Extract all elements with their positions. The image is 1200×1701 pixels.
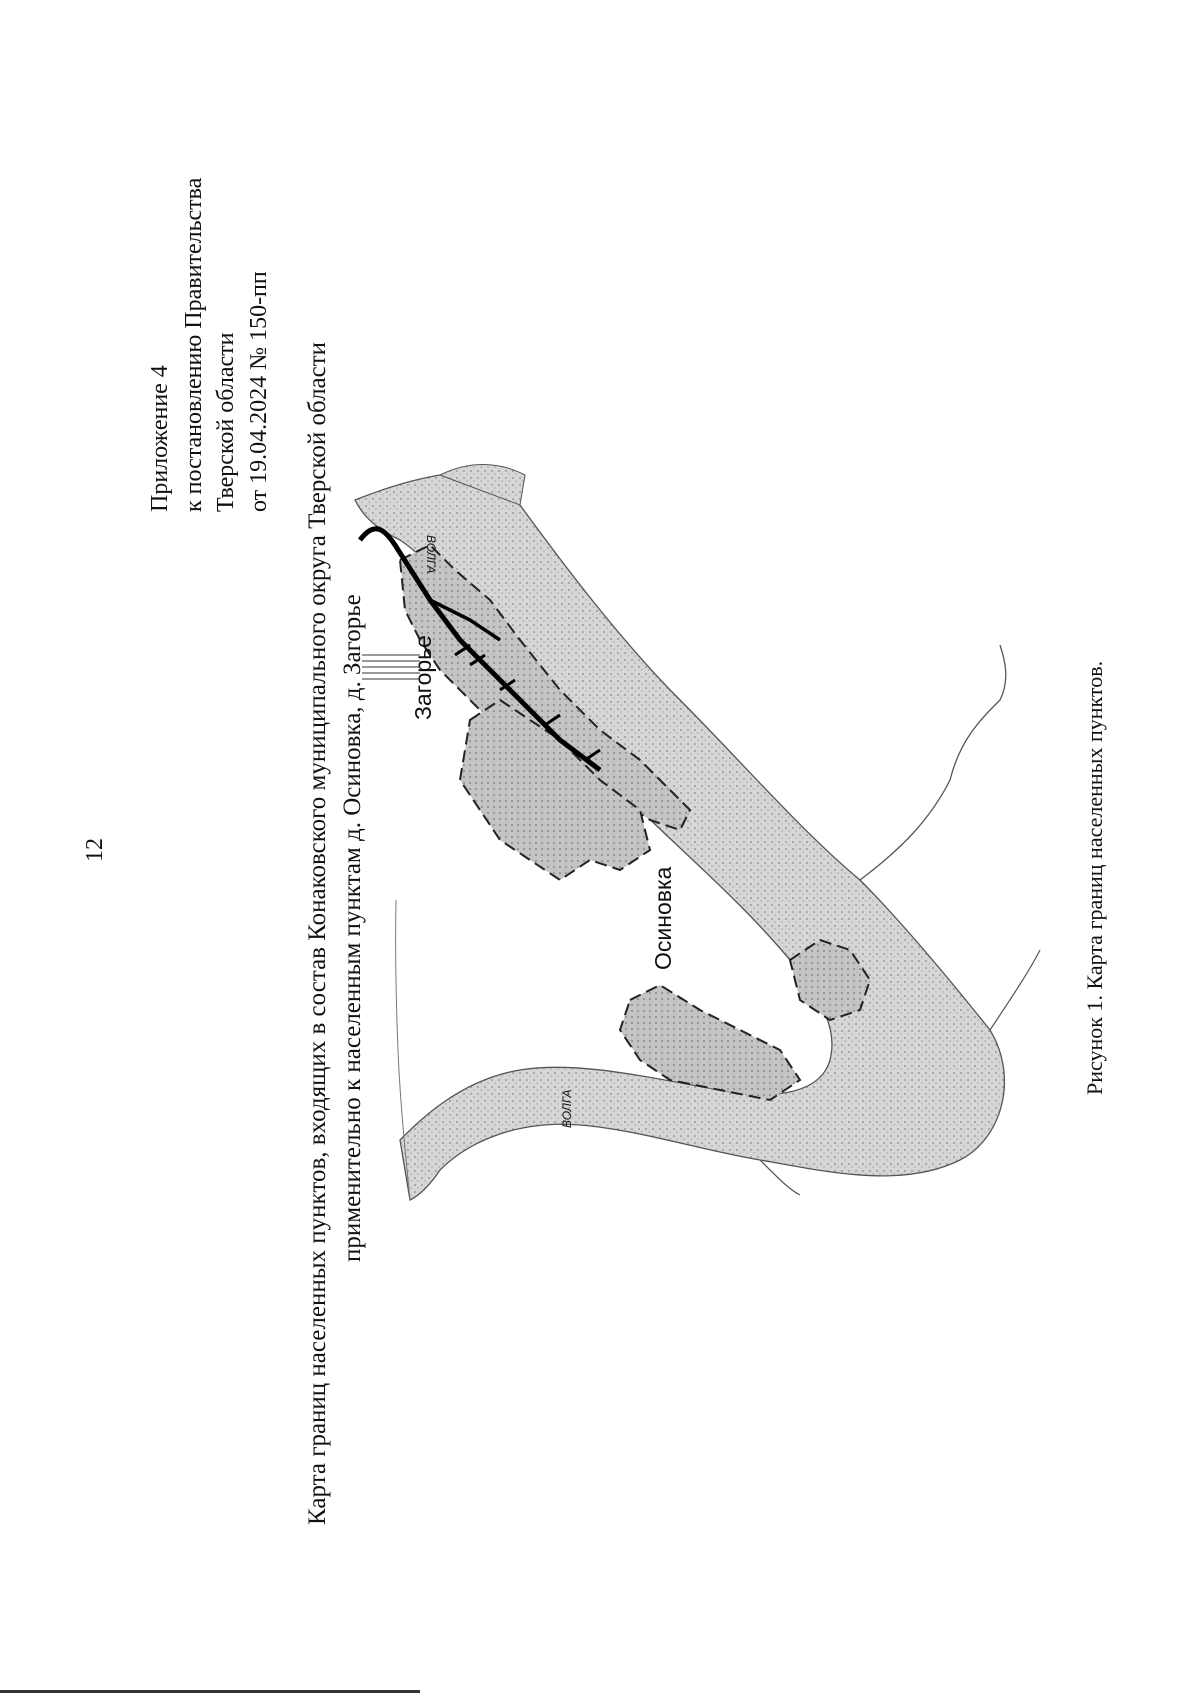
appendix-line-2: к постановлению Правительства [181, 177, 207, 512]
label-volga-upper: ВОЛГА [424, 535, 438, 574]
appendix-line-4: от 19.04.2024 № 150-пп [246, 271, 272, 512]
tributary-small [990, 950, 1040, 1030]
appendix-line-3: Тверской области [213, 332, 239, 512]
label-volga-lower: ВОЛГА [560, 1089, 574, 1128]
map-title-line-2: применительно к населенным пунктам д. Осиновка, д. Загорье [339, 594, 366, 1262]
tributary [860, 645, 1006, 880]
figure-caption: Рисунок 1. Карта границ населенных пунктов. [1082, 660, 1107, 1095]
bottom-rule [0, 1690, 420, 1693]
appendix-line-1: Приложение 4 [147, 365, 173, 512]
label-osinovka: Осиновка [650, 866, 676, 970]
page-number: 12 [82, 838, 108, 862]
map-title-line-1: Карта границ населенных пунктов, входящих в состав Конаковского муниципального округа Тверской области [304, 341, 331, 1525]
label-zagorye: Загорье [410, 635, 436, 720]
